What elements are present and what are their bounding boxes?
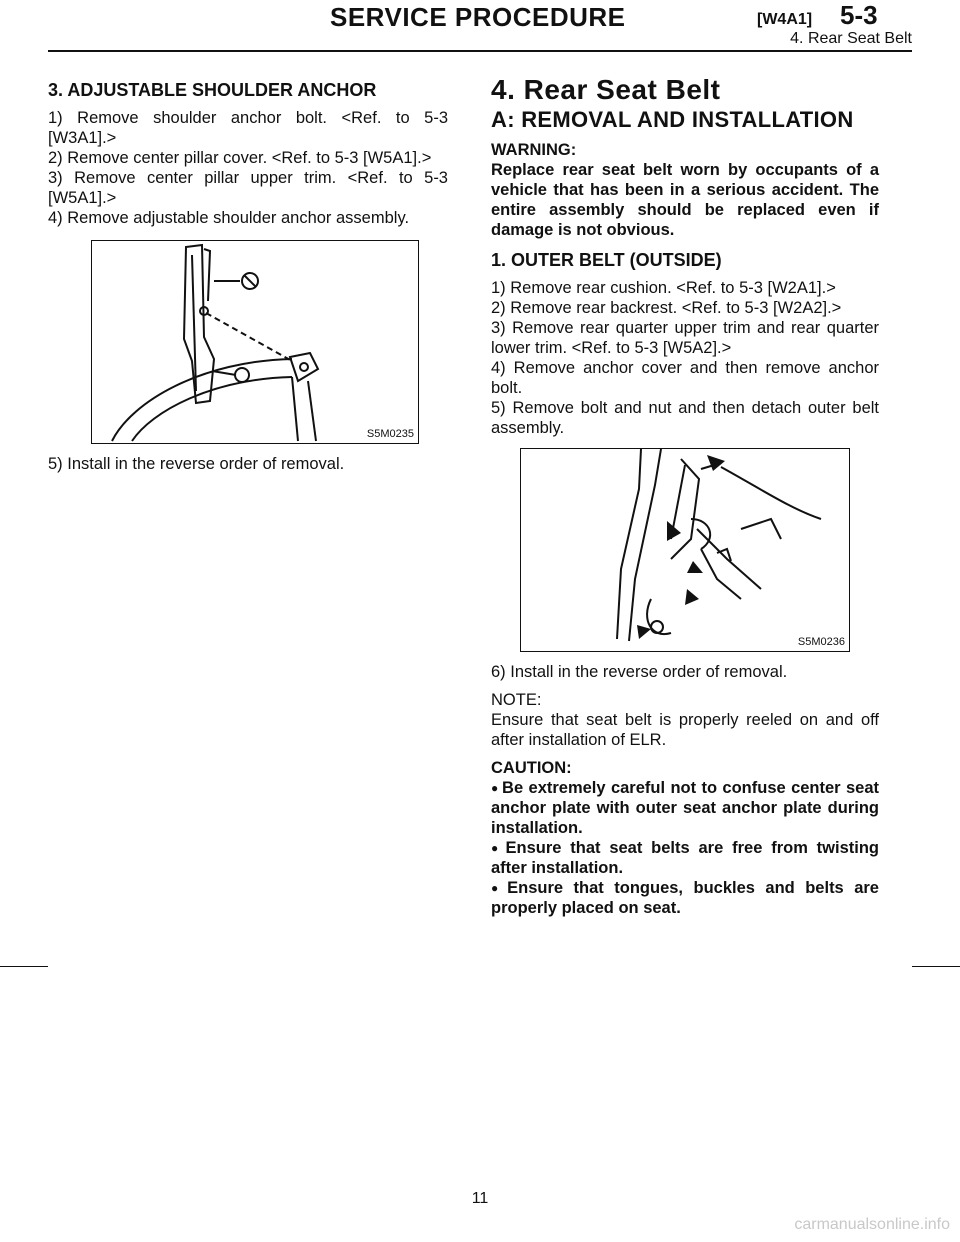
caution-item-2: ● Ensure that seat belts are free from twisting after installation.	[491, 839, 880, 877]
figure-outer-belt	[520, 448, 850, 652]
page-number: 11	[471, 1190, 489, 1207]
header-rule	[48, 50, 912, 52]
header-code: [W4A1]	[757, 11, 813, 28]
warning-label: WARNING:	[491, 141, 577, 159]
watermark: carmanualsonline.info	[794, 1216, 950, 1233]
figure-label-right: S5M0236	[797, 636, 845, 648]
caution-item-1: ● Be extremely careful not to confuse center seat anchor plate with outer seat anchor plate during installation.	[491, 779, 879, 837]
right-step-2: 2) Remove rear backrest. <Ref. to 5-3 [W2A2].>	[491, 299, 842, 317]
bullet-icon: ●	[491, 781, 500, 795]
bullet-icon: ●	[491, 841, 503, 855]
header-section-number: 5-3	[840, 0, 878, 30]
section-title: A: REMOVAL AND INSTALLATION	[491, 107, 854, 132]
left-column	[48, 64, 448, 474]
page-header-title: SERVICE PROCEDURE	[330, 2, 626, 32]
subheading-outer-belt: 1. OUTER BELT (OUTSIDE)	[491, 250, 722, 270]
left-step-3: 3) Remove center pillar upper trim. <Ref. to 5-3 [W5A1].>	[48, 169, 448, 207]
right-step-4: 4) Remove anchor cover and then remove anchor bolt.	[491, 359, 879, 397]
right-step-5: 5) Remove bolt and nut and then detach outer belt assembly.	[491, 399, 879, 437]
caution-item-3: ● Ensure that tongues, buckles and belts are properly placed on seat.	[491, 879, 879, 917]
left-step-2: 2) Remove center pillar cover. <Ref. to 5-3 [W5A1].>	[48, 149, 432, 167]
figure-label-left: S5M0235	[366, 428, 414, 440]
note-text: Ensure that seat belt is properly reeled on and off after installation of ELR.	[491, 711, 879, 749]
left-step-4: 4) Remove adjustable shoulder anchor assembly.	[48, 209, 410, 227]
left-heading: 3. ADJUSTABLE SHOULDER ANCHOR	[48, 80, 377, 100]
margin-mark-left	[0, 966, 48, 967]
right-step-1: 1) Remove rear cushion. <Ref. to 5-3 [W2A1].>	[491, 279, 836, 297]
header-subtitle: 4. Rear Seat Belt	[790, 30, 912, 47]
margin-mark-right	[912, 966, 960, 967]
note-label: NOTE:	[491, 691, 542, 709]
right-column	[491, 64, 879, 918]
bullet-icon: ●	[491, 881, 505, 895]
figure-shoulder-anchor	[91, 240, 419, 444]
warning-text: Replace rear seat belt worn by occupants of a vehicle that has been in a serious accident. The entire assembly should be replaced even if damage is not obvious.	[491, 161, 879, 239]
outer-belt-drawing	[521, 449, 849, 651]
right-final-step: 6) Install in the reverse order of removal.	[491, 663, 788, 681]
left-final-step: 5) Install in the reverse order of removal.	[48, 455, 345, 473]
right-step-3: 3) Remove rear quarter upper trim and rear quarter lower trim. <Ref. to 5-3 [W5A2].>	[491, 319, 879, 357]
caution-label: CAUTION:	[491, 759, 572, 777]
chapter-title: 4. Rear Seat Belt	[491, 74, 721, 105]
left-step-1: 1) Remove shoulder anchor bolt. <Ref. to 5-3 [W3A1].>	[48, 109, 448, 147]
shoulder-anchor-drawing	[92, 241, 418, 443]
